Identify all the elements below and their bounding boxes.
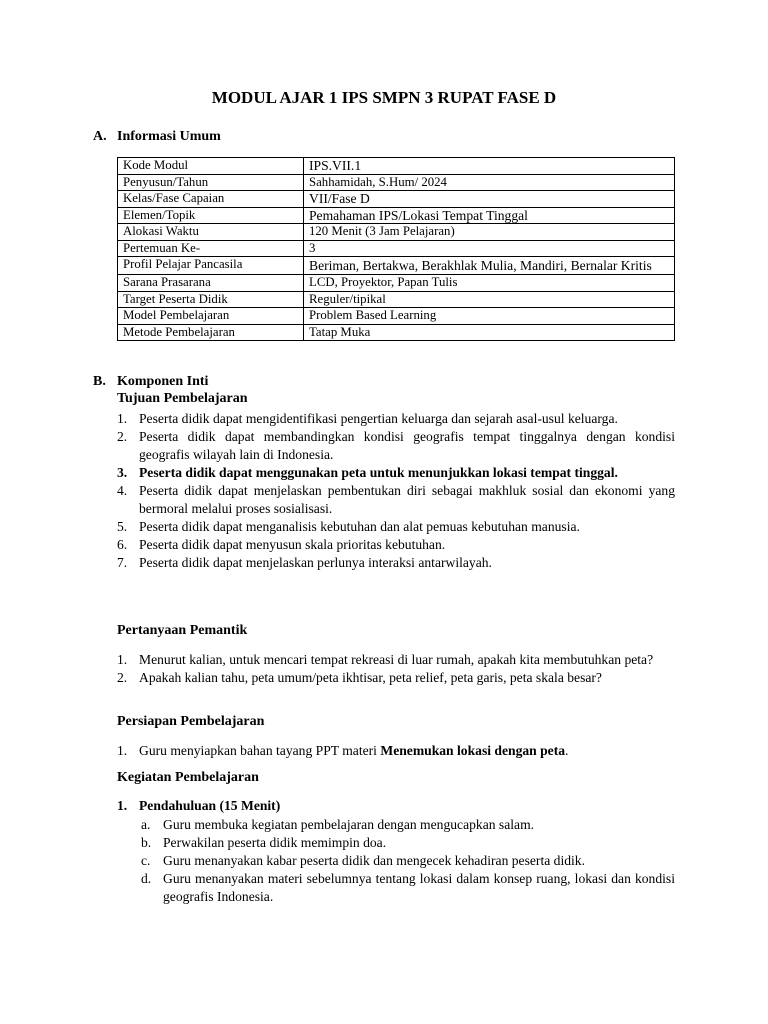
list-item (141, 816, 675, 834)
item-text-prefix: Guru menyiapkan bahan tayang PPT materi (139, 743, 381, 758)
item-number: 1. (117, 652, 128, 667)
table-row (118, 207, 675, 224)
list-item (117, 651, 675, 669)
item-number: 7. (117, 555, 128, 570)
table-row (118, 191, 675, 208)
item-letter: d. (141, 871, 152, 886)
item-text: Peserta didik dapat membandingkan kondisi geografis tempat tinggalnya dengan kondisi geografis wilayah lain di Indonesia. (139, 429, 675, 462)
item-text: Peserta didik dapat menjelaskan pembentukan diri sebagai makhluk sosial dan ekonomi yang bermoral melalui proses sosialisasi. (139, 483, 675, 516)
info-key: Sarana Prasarana (118, 275, 304, 292)
item-number: 5. (117, 519, 128, 534)
item-text: Menurut kalian, untuk mencari tempat rekreasi di luar rumah, apakah kita membutuhkan peta? (139, 652, 654, 667)
table-row (118, 257, 675, 275)
info-key: Pertemuan Ke- (118, 240, 304, 257)
table-row (118, 308, 675, 325)
info-key: Profil Pelajar Pancasila (118, 257, 304, 275)
section-b-letter: B. (93, 374, 106, 389)
info-value: 3 (304, 240, 675, 257)
tujuan-heading: Tujuan Pembelajaran (117, 391, 248, 406)
persiapan-heading: Persiapan Pembelajaran (117, 714, 265, 729)
part-label: Pendahuluan (15 Menit) (139, 798, 281, 813)
pemantik-list (117, 651, 675, 687)
item-number: 4. (117, 483, 128, 498)
info-key: Metode Pembelajaran (118, 324, 304, 341)
list-item (141, 852, 675, 870)
section-b-heading (93, 374, 208, 390)
list-item (141, 870, 675, 906)
item-letter: a. (141, 817, 151, 832)
info-value: Beriman, Bertakwa, Berakhlak Mulia, Mandiri, Bernalar Kritis (304, 257, 675, 275)
section-a-heading (93, 129, 221, 145)
item-text: Peserta didik dapat menyusun skala prioritas kebutuhan. (139, 537, 446, 552)
list-item (117, 536, 675, 554)
table-row (118, 324, 675, 341)
table-row (118, 240, 675, 257)
item-letter: c. (141, 853, 151, 868)
tujuan-list (117, 410, 675, 572)
table-row (118, 275, 675, 292)
info-value: 120 Menit (3 Jam Pelajaran) (304, 224, 675, 241)
info-key: Elemen/Topik (118, 207, 304, 224)
item-text-bold: Menemukan lokasi dengan peta (380, 743, 566, 758)
kegiatan-heading: Kegiatan Pembelajaran (117, 770, 259, 785)
list-item (117, 669, 675, 687)
persiapan-list (117, 742, 675, 760)
pemantik-heading: Pertanyaan Pemantik (117, 623, 248, 638)
list-item (117, 428, 675, 464)
info-value: Sahhamidah, S.Hum/ 2024 (304, 174, 675, 191)
list-item (117, 518, 675, 536)
item-text: Guru menanyakan kabar peserta didik dan mengecek kehadiran peserta didik. (163, 853, 585, 868)
item-letter: b. (141, 835, 152, 850)
info-value: IPS.VII.1 (304, 158, 675, 175)
item-text: Guru membuka kegiatan pembelajaran dengan mengucapkan salam. (163, 817, 535, 832)
list-item (117, 410, 675, 428)
info-value: LCD, Proyektor, Papan Tulis (304, 275, 675, 292)
item-text: Apakah kalian tahu, peta umum/peta ikhtisar, peta relief, peta garis, peta skala besar? (139, 670, 602, 685)
info-table (117, 157, 675, 341)
table-row (118, 291, 675, 308)
item-text: Guru menanyakan materi sebelumnya tentang lokasi dalam konsep ruang, lokasi dan kondisi geografis Indonesia. (163, 871, 675, 904)
info-value: Reguler/tipikal (304, 291, 675, 308)
item-number: 2. (117, 429, 128, 444)
info-key: Kode Modul (118, 158, 304, 175)
info-key: Target Peserta Didik (118, 291, 304, 308)
item-number: 3. (117, 465, 128, 480)
table-row (118, 174, 675, 191)
list-item (141, 834, 675, 852)
info-key: Kelas/Fase Capaian (118, 191, 304, 208)
item-text: Peserta didik dapat menggunakan peta untuk menunjukkan lokasi tempat tinggal. (139, 465, 618, 480)
list-item (117, 464, 675, 482)
item-text: Peserta didik dapat mengidentifikasi pengertian keluarga dan sejarah asal-usul keluarga. (139, 411, 618, 426)
info-key: Model Pembelajaran (118, 308, 304, 325)
item-number: 2. (117, 670, 128, 685)
document-title: MODUL AJAR 1 IPS SMPN 3 RUPAT FASE D (211, 88, 557, 107)
table-row (118, 224, 675, 241)
list-item (117, 797, 675, 815)
kegiatan-part1-heading (117, 797, 675, 815)
info-key: Alokasi Waktu (118, 224, 304, 241)
item-number: 1. (117, 743, 128, 758)
info-value: Pemahaman IPS/Lokasi Tempat Tinggal (304, 207, 675, 224)
section-b-label: Komponen Inti (117, 374, 209, 389)
item-text: Peserta didik dapat menjelaskan perlunya interaksi antarwilayah. (139, 555, 492, 570)
info-value: Tatap Muka (304, 324, 675, 341)
section-a-letter: A. (93, 129, 107, 144)
item-text: Peserta didik dapat menganalisis kebutuhan dan alat pemuas kebutuhan manusia. (139, 519, 580, 534)
pendahuluan-list (141, 816, 675, 906)
section-a-label: Informasi Umum (117, 129, 221, 144)
list-item (117, 482, 675, 518)
item-number: 6. (117, 537, 128, 552)
list-item (117, 742, 675, 760)
item-number: 1. (117, 798, 128, 813)
info-value: VII/Fase D (304, 191, 675, 208)
info-value: Problem Based Learning (304, 308, 675, 325)
item-number: 1. (117, 411, 128, 426)
info-key: Penyusun/Tahun (118, 174, 304, 191)
list-item (117, 554, 675, 572)
table-row (118, 158, 675, 175)
item-text: Perwakilan peserta didik memimpin doa. (163, 835, 387, 850)
item-text-suffix: . (565, 743, 569, 758)
